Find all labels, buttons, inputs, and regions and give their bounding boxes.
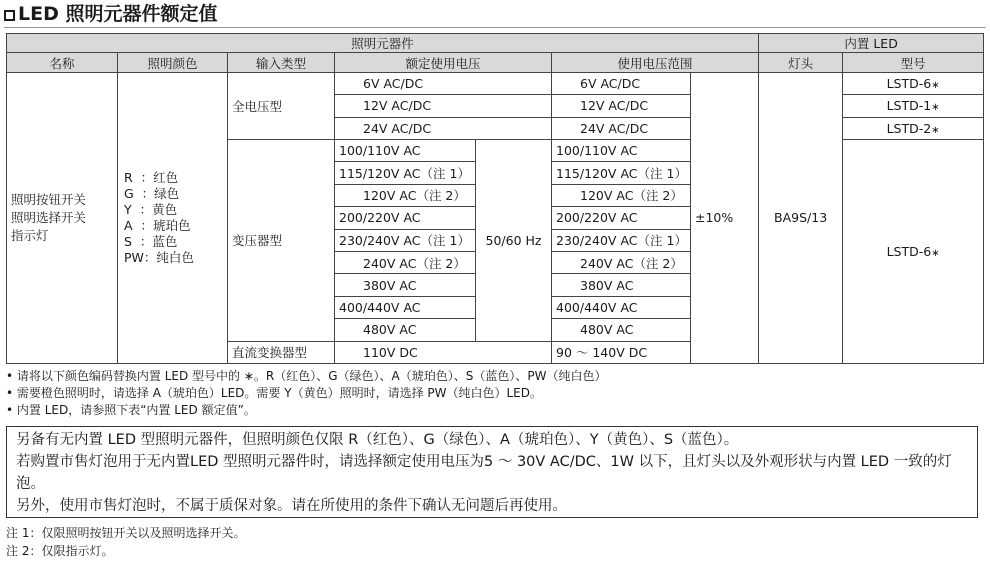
note-line: • 需要橙色照明时，请选择 A（琥珀色）LED。需要 Y（黄色）照明时，请选择 PW（纯白色）LED。 (6, 386, 542, 400)
voltage-range-cell: 115/120V AC（注 1） (552, 162, 691, 184)
note-line: • 内置 LED，请参照下表“内置 LED 额定值”。 (6, 403, 256, 417)
model-code: LSTD-6 (886, 243, 932, 259)
voltage-range-cell: 240V AC（注 2） (552, 251, 691, 273)
model-cell-transformer (843, 139, 984, 363)
rated-voltage-cell: 200/220V AC (335, 207, 476, 229)
model-mark: ∗ (931, 124, 940, 136)
rated-voltage-cell: 110V DC (335, 341, 552, 363)
callout-line: 另备有无内置 LED 型照明元器件，但照明颜色仅限 R（红色）、G（绿色）、A（琥珀色）、Y（黄色）、S（蓝色）。 (16, 432, 739, 448)
model-cell (843, 117, 984, 139)
color-item: Y ：黄色 (124, 201, 178, 217)
header-input-type: 输入类型 (228, 53, 335, 72)
footnote-line: 注 1：仅限照明按钮开关以及照明选择开关。 (6, 526, 246, 540)
page-title (4, 0, 217, 28)
model-mark: ∗ (931, 247, 940, 259)
tolerance-cell: ±10% (691, 72, 759, 363)
voltage-range-cell: 120V AC（注 2） (552, 184, 691, 206)
table-row (7, 72, 984, 94)
rated-voltage-cell: 12V AC/DC (335, 95, 552, 117)
model-code: LSTD-2 (886, 120, 932, 136)
title-divider (4, 27, 986, 28)
header-base: 灯头 (759, 53, 843, 72)
header-model: 型号 (843, 53, 984, 72)
input-type-full: 全电压型 (228, 72, 335, 139)
device-name: 照明选择开关 (11, 209, 87, 225)
input-type-transformer: 变压器型 (228, 139, 335, 341)
checkbox-square-icon (4, 10, 15, 21)
model-mark: ∗ (931, 102, 940, 114)
color-item: G ：绿色 (124, 185, 180, 201)
rated-voltage-cell: 230/240V AC（注 1） (335, 229, 476, 251)
voltage-range-cell: 200/220V AC (552, 207, 691, 229)
rated-voltage-cell: 6V AC/DC (335, 72, 552, 94)
voltage-range-cell: 100/110V AC (552, 139, 691, 161)
frequency-cell: 50/60 Hz (476, 139, 552, 341)
callout-line: 另外，使用市售灯泡时，不属于质保对象。请在所使用的条件下确认无问题后再使用。 (16, 498, 567, 514)
device-names-cell (7, 72, 118, 363)
footnotes (6, 524, 245, 560)
header-voltage-range: 使用电压范围 (552, 53, 759, 72)
rated-voltage-cell: 380V AC (335, 274, 476, 296)
rated-voltage-cell: 24V AC/DC (335, 117, 552, 139)
rated-voltage-cell: 115/120V AC（注 1） (335, 162, 476, 184)
voltage-range-cell: 12V AC/DC (552, 95, 691, 117)
color-item: PW：纯白色 (124, 249, 194, 265)
model-cell (843, 95, 984, 117)
voltage-range-cell: 480V AC (552, 319, 691, 341)
header-lighting-component: 照明元器件 (7, 34, 759, 53)
model-code: LSTD-6 (886, 75, 932, 91)
note-line: • 请将以下颜色编码替换内置 LED 型号中的 ∗。R（红色）、G（绿色）、A（琥珀色）、S（蓝色）、PW（纯白色） (6, 369, 607, 383)
color-item: A ：琥珀色 (124, 217, 191, 233)
page-title-text: LED 照明元器件额定值 (18, 3, 218, 25)
callout-line: 若购置市售灯泡用于无内置LED 型照明元器件时，请选择额定使用电压为5 ～ 30V AC/DC、1W 以下，且灯头以及外观形状与内置 LED 一致的灯泡。 (16, 454, 952, 492)
led-rating-table (6, 33, 984, 364)
header-name: 名称 (7, 53, 118, 72)
device-name: 照明按钮开关 (11, 191, 87, 207)
rated-voltage-cell: 240V AC（注 2） (335, 251, 476, 273)
color-item: R ：红色 (124, 169, 179, 185)
rated-voltage-cell: 120V AC（注 2） (335, 184, 476, 206)
model-cell (843, 72, 984, 94)
color-item: S ：蓝色 (124, 233, 178, 249)
model-mark: ∗ (931, 79, 940, 91)
callout-box (6, 426, 978, 518)
rated-voltage-cell: 400/440V AC (335, 296, 476, 318)
voltage-range-cell: 380V AC (552, 274, 691, 296)
device-name: 指示灯 (11, 227, 49, 243)
footnote-line: 注 2：仅限指示灯。 (6, 544, 114, 558)
input-type-dc: 直流变换器型 (228, 341, 335, 363)
bullet-notes (6, 368, 606, 419)
model-code: LSTD-1 (886, 98, 932, 114)
colors-cell (118, 72, 228, 363)
voltage-range-cell: 400/440V AC (552, 296, 691, 318)
header-color: 照明颜色 (118, 53, 228, 72)
rated-voltage-cell: 100/110V AC (335, 139, 476, 161)
voltage-range-cell: 6V AC/DC (552, 72, 691, 94)
header-rated-voltage: 额定使用电压 (335, 53, 552, 72)
voltage-range-cell: 24V AC/DC (552, 117, 691, 139)
base-cell: BA9S/13 (759, 72, 843, 363)
voltage-range-cell: 230/240V AC（注 1） (552, 229, 691, 251)
header-builtin-led: 内置 LED (759, 34, 984, 53)
voltage-range-cell: 90 ～ 140V DC (552, 341, 691, 363)
rated-voltage-cell: 480V AC (335, 319, 476, 341)
